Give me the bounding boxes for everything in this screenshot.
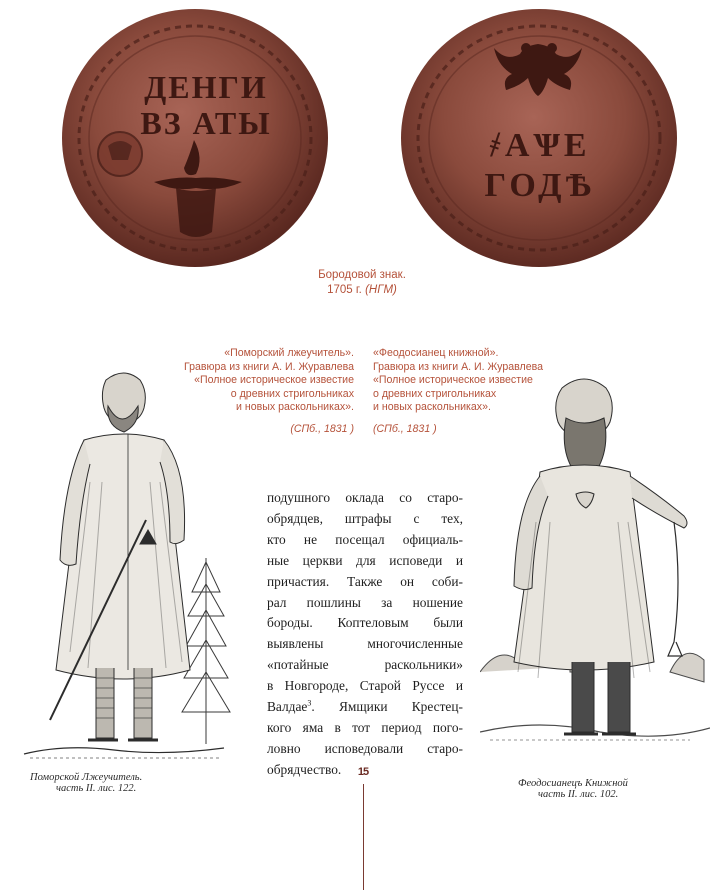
right-caption-source: (СПб., 1831 ) (373, 422, 437, 435)
eagle-stamp-icon (98, 132, 142, 176)
footnote-marker[interactable]: 3 (307, 698, 312, 708)
left-caption-line: и новых раскольниках». (236, 401, 354, 414)
body-text-line: кто не посещал официаль- (267, 531, 463, 547)
right-caption-line: и новых раскольниках». (373, 401, 491, 414)
right-caption-line: «Полное историческое известие (373, 374, 533, 387)
body-text-line: обрядцев, штрафы с тех, (267, 510, 463, 526)
left-caption-source: (СПб., 1831 ) (290, 422, 354, 435)
coin-reverse-legend-2: ГОДѢ (484, 167, 596, 204)
body-text-line: рал пошлины за ношение (267, 594, 463, 610)
body-text-line: ловно исповедовали старо- (267, 740, 463, 756)
right-engraving-image (480, 372, 710, 780)
page-number: 15 (357, 766, 369, 778)
body-text-line: в Новгороде, Старой Руссе и (267, 678, 463, 694)
left-caption-line: о древних стригольниках (230, 387, 354, 400)
body-text-line: ные церкви для исповеди и (267, 552, 463, 568)
left-caption-line: Гравюра из книги А. И. Журавлева (183, 360, 354, 373)
body-text-line: выявлены многочисленные (267, 636, 463, 652)
coin-reverse-image (398, 6, 680, 270)
body-text (267, 488, 463, 781)
body-text-line: бороды. Коптеловым были (267, 615, 463, 631)
right-engraving-caption: Феодосианецъ Книжной часть II. лис. 102. (518, 778, 628, 800)
body-text-line: причастия. Также он соби- (267, 573, 463, 589)
coin-reverse-legend-1: ҂АѰЕ (489, 127, 591, 164)
coin-obverse-image (58, 6, 332, 270)
body-text-line: Валдае$^3$. Ямщики Крестец- (267, 698, 463, 715)
left-caption-title: «Поморский лжеучитель». (224, 347, 354, 359)
body-text-line: «потайные раскольники» (267, 657, 463, 673)
coin-caption (262, 268, 462, 298)
coin-obverse-legend-2: ВЗ АТЫ (140, 105, 272, 141)
left-engraving-caption: Поморской Лжеучитель. часть II. лис. 122. (30, 772, 143, 794)
coin-caption-year: 1705 г. (327, 284, 362, 296)
right-caption-line: Гравюра из книги А. И. Журавлева (373, 360, 544, 373)
right-caption-line: о древних стригольниках (373, 387, 497, 400)
coin-obverse-legend-1: ДЕНГИ (144, 69, 268, 105)
left-caption-line: «Полное историческое известие (194, 374, 354, 387)
body-text-line: кого яма в тот период пого- (267, 719, 463, 735)
coin-caption-title: Бородовой знак. (318, 269, 406, 281)
coin-caption-source: (НГМ) (365, 284, 397, 296)
right-caption-title: «Феодосианец книжной». (373, 347, 499, 359)
fir-tree-icon (182, 558, 230, 744)
page-divider-rule (363, 784, 364, 890)
body-text-line: обрядчество. (267, 761, 342, 777)
left-engraving-image (10, 362, 250, 772)
body-text-line: подушного оклада со старо- (267, 490, 463, 505)
